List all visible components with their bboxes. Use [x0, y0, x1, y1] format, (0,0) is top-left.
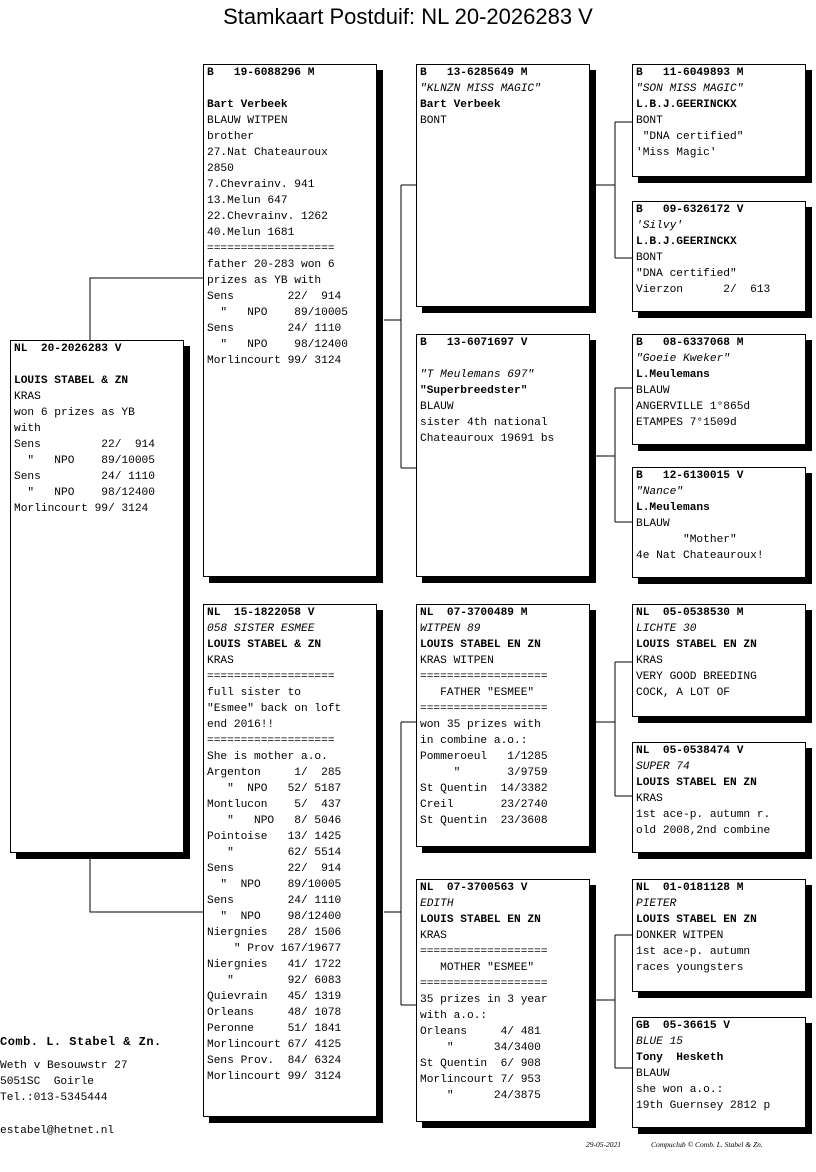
pigeon-card-ff-father — [632, 64, 806, 177]
pigeon-card-father-father — [416, 64, 590, 307]
ring-number: NL 15-1822058 V — [207, 607, 315, 619]
pedigree-text-line: PIETER — [636, 898, 677, 910]
pedigree-text-line: Niergnies 41/ 1722 — [207, 959, 342, 971]
pigeon-card-self — [10, 340, 184, 853]
pigeon-card-mm-father — [632, 879, 806, 992]
pedigree-text-line: "Goeie Kweker" — [636, 353, 730, 365]
pedigree-text-line: " NPO 98/12400 — [207, 911, 342, 923]
pedigree-text-line: "Mother" — [636, 534, 737, 546]
pedigree-text-line: 058 SISTER ESMEE — [207, 623, 315, 635]
pedigree-text-line: "T Meulemans 697" — [420, 369, 535, 381]
pedigree-text-line: L.B.J.GEERINCKX — [636, 99, 737, 111]
pedigree-text-line: BLUE 15 — [636, 1036, 683, 1048]
pedigree-text-line: "SON MISS MAGIC" — [636, 83, 744, 95]
pedigree-text-line: Morlincourt 99/ 3124 — [207, 1071, 342, 1083]
pedigree-text-line: =================== — [420, 946, 548, 958]
pedigree-text-line: Sens 24/ 1110 — [207, 895, 342, 907]
pedigree-text-line: BONT — [636, 252, 663, 264]
pedigree-text-line: "DNA certified" — [636, 131, 744, 143]
pedigree-text-line: BLAUW — [636, 385, 670, 397]
pedigree-text-line: LOUIS STABEL EN ZN — [420, 639, 541, 651]
pedigree-text-line: "KLNZN MISS MAGIC" — [420, 83, 541, 95]
ring-number: NL 07-3700489 M — [420, 607, 528, 619]
pedigree-text-line: Peronne 51/ 1841 — [207, 1023, 342, 1035]
pedigree-text-line: KRAS — [14, 391, 41, 403]
loft-address: Weth v Besouwstr 27 — [0, 1060, 128, 1072]
pedigree-text-line: "Nance" — [636, 486, 683, 498]
ring-number: B 08-6337068 M — [636, 337, 744, 349]
ring-number: B 11-6049893 M — [636, 67, 744, 79]
pedigree-text-line: Vierzon 2/ 613 — [636, 284, 771, 296]
pedigree-text-line: Argenton 1/ 285 — [207, 767, 342, 779]
pedigree-text-line: " 3/9759 — [420, 767, 548, 779]
pedigree-text-line: she won a.o.: — [636, 1084, 724, 1096]
ring-number: NL 05-0538474 V — [636, 745, 744, 757]
pedigree-text-line: Niergnies 28/ 1506 — [207, 927, 342, 939]
pedigree-text-line: EDITH — [420, 898, 454, 910]
loft-postal-code: 5051SC Goirle — [0, 1076, 94, 1088]
pedigree-text-line: DONKER WITPEN — [636, 930, 724, 942]
pedigree-text-line: 19th Guernsey 2812 p — [636, 1100, 771, 1112]
pedigree-text-line: 13.Melun 647 — [207, 195, 288, 207]
page-title: Stamkaart Postduif: NL 20-2026283 V — [223, 4, 593, 29]
pedigree-text-line: St Quentin 23/3608 — [420, 815, 548, 827]
pedigree-text-line: 1st ace-p. autumn r. — [636, 809, 771, 821]
pedigree-text-line: races youngsters — [636, 962, 744, 974]
pedigree-text-line: Bart Verbeek — [207, 99, 288, 111]
pedigree-text-line: 40.Melun 1681 — [207, 227, 295, 239]
pedigree-text-line: 22.Chevrainv. 1262 — [207, 211, 328, 223]
pedigree-text-line: Sens 22/ 914 — [14, 439, 155, 451]
pedigree-text-line: BLAUW WITPEN — [207, 115, 288, 127]
ring-number: NL 07-3700563 V — [420, 882, 528, 894]
pedigree-text-line: =================== — [420, 671, 548, 683]
pedigree-text-line: " NPO 8/ 5046 — [207, 815, 342, 827]
pedigree-text-line: Bart Verbeek — [420, 99, 501, 111]
pedigree-text-line: =================== — [420, 978, 548, 990]
pedigree-text-line: L.Meulemans — [636, 369, 710, 381]
pedigree-text-line: Pointoise 13/ 1425 — [207, 831, 342, 843]
pedigree-text-line: KRAS — [207, 655, 234, 667]
pedigree-text-line: prizes as YB with — [207, 275, 322, 287]
pedigree-text-line — [207, 81, 373, 97]
pedigree-text-line: COCK, A LOT OF — [636, 687, 730, 699]
pedigree-text-line: " 62/ 5514 — [207, 847, 342, 859]
ring-number: B 13-6071697 V — [420, 337, 528, 349]
pedigree-text-line: LOUIS STABEL & ZN — [14, 375, 129, 387]
pigeon-card-fm-mother — [632, 467, 806, 578]
pedigree-text-line: "Superbreedster" — [420, 385, 528, 397]
pedigree-text-line: ANGERVILLE 1°865d — [636, 401, 751, 413]
pedigree-text-line: " NPO 52/ 5187 — [207, 783, 342, 795]
pedigree-text-line: LOUIS STABEL EN ZN — [636, 777, 757, 789]
pedigree-text-line: LOUIS STABEL & ZN — [207, 639, 322, 651]
pedigree-text-line: " Prov 167/19677 — [207, 943, 342, 955]
pedigree-text-line: " NPO 98/12400 — [14, 487, 155, 499]
pedigree-text-line: Morlincourt 99/ 3124 — [207, 355, 342, 367]
pedigree-text-line: St Quentin 14/3382 — [420, 783, 548, 795]
pedigree-text-line: won 6 prizes as YB — [14, 407, 135, 419]
pedigree-text-line: ETAMPES 7°1509d — [636, 417, 737, 429]
pedigree-text-line: 4e Nat Chateauroux! — [636, 550, 764, 562]
pedigree-text-line — [14, 357, 180, 373]
pedigree-text-line: in combine a.o.: — [420, 735, 528, 747]
pedigree-text-line: MOTHER "ESMEE" — [420, 962, 535, 974]
pedigree-text-line: SUPER 74 — [636, 761, 690, 773]
pigeon-card-mf-mother — [632, 742, 806, 853]
pedigree-text-line: 7.Chevrainv. 941 — [207, 179, 315, 191]
pedigree-text-line: Quievrain 45/ 1319 — [207, 991, 342, 1003]
pedigree-text-line: =================== — [420, 703, 548, 715]
pedigree-text-line: Sens 24/ 1110 — [14, 471, 155, 483]
pedigree-text-line: Sens 24/ 1110 — [207, 323, 342, 335]
pedigree-text-line: end 2016!! — [207, 719, 275, 731]
pedigree-text-line: =================== — [207, 671, 335, 683]
pedigree-text-line: with — [14, 423, 41, 435]
pedigree-text-line: KRAS — [636, 793, 663, 805]
pedigree-text-line: BLAUW — [636, 1068, 670, 1080]
pedigree-text-line: " NPO 98/12400 — [207, 339, 348, 351]
pedigree-text-line: Pommeroeul 1/1285 — [420, 751, 548, 763]
pedigree-text-line: LOUIS STABEL EN ZN — [420, 914, 541, 926]
ring-number: B 12-6130015 V — [636, 470, 744, 482]
pigeon-card-mf-father — [632, 604, 806, 717]
pedigree-text-line: Sens 22/ 914 — [207, 863, 342, 875]
pedigree-text-line: " NPO 89/10005 — [14, 455, 155, 467]
pedigree-text-line: won 35 prizes with — [420, 719, 541, 731]
pedigree-text-line: KRAS — [636, 655, 663, 667]
pedigree-text-line — [420, 351, 586, 367]
pedigree-text-line: KRAS WITPEN — [420, 655, 494, 667]
pigeon-card-mother — [203, 604, 377, 1117]
pedigree-text-line: Sens 22/ 914 — [207, 291, 342, 303]
pedigree-text-line: father 20-283 won 6 — [207, 259, 335, 271]
pedigree-text-line: " NPO 89/10005 — [207, 307, 348, 319]
loft-email[interactable]: estabel@hetnet.nl — [0, 1125, 115, 1137]
pedigree-text-line: 1st ace-p. autumn — [636, 946, 751, 958]
ring-number: NL 01-0181128 M — [636, 882, 744, 894]
pedigree-text-line: " 24/3875 — [420, 1090, 541, 1102]
pedigree-text-line: 27.Nat Chateauroux — [207, 147, 328, 159]
pedigree-text-line: Chateauroux 19691 bs — [420, 433, 555, 445]
pigeon-card-mother-mother — [416, 879, 590, 1122]
pedigree-text-line: " 34/3400 — [420, 1042, 541, 1054]
pedigree-text-line: with a.o.: — [420, 1010, 488, 1022]
pedigree-text-line: LICHTE 30 — [636, 623, 697, 635]
pigeon-card-ff-mother — [632, 201, 806, 312]
pigeon-card-mm-mother — [632, 1017, 806, 1128]
pedigree-text-line: L.B.J.GEERINCKX — [636, 236, 737, 248]
pedigree-text-line: "DNA certified" — [636, 268, 737, 280]
pedigree-text-line: =================== — [207, 243, 335, 255]
pedigree-text-line: BONT — [636, 115, 663, 127]
ring-number: NL 20-2026283 V — [14, 343, 122, 355]
ring-number: B 19-6088296 M — [207, 67, 315, 79]
pedigree-text-line: sister 4th national — [420, 417, 548, 429]
pedigree-text-line: FATHER "ESMEE" — [420, 687, 535, 699]
pedigree-text-line: 'Silvy' — [636, 220, 683, 232]
pedigree-text-line: LOUIS STABEL EN ZN — [636, 914, 757, 926]
pedigree-text-line: St Quentin 6/ 908 — [420, 1058, 541, 1070]
pedigree-text-line: brother — [207, 131, 254, 143]
pigeon-card-mother-father — [416, 604, 590, 847]
pedigree-text-line: Morlincourt 67/ 4125 — [207, 1039, 342, 1051]
ring-number: NL 05-0538530 M — [636, 607, 744, 619]
pedigree-text-line: BLAUW — [636, 518, 670, 530]
ring-number: B 09-6326172 V — [636, 204, 744, 216]
ring-number: GB 05-36615 V — [636, 1020, 730, 1032]
pedigree-text-line: old 2008,2nd combine — [636, 825, 771, 837]
pedigree-text-line: WITPEN 89 — [420, 623, 481, 635]
pedigree-text-line: " NPO 89/10005 — [207, 879, 342, 891]
pedigree-text-line: Tony Hesketh — [636, 1052, 724, 1064]
ring-number: B 13-6285649 M — [420, 67, 528, 79]
pedigree-text-line: =================== — [207, 735, 335, 747]
pedigree-text-line: She is mother a.o. — [207, 751, 328, 763]
pedigree-text-line: full sister to — [207, 687, 301, 699]
pedigree-text-line: VERY GOOD BREEDING — [636, 671, 757, 683]
pedigree-text-line: " 92/ 6083 — [207, 975, 342, 987]
pedigree-text-line: BLAUW — [420, 401, 454, 413]
pigeon-card-father-mother — [416, 334, 590, 577]
loft-phone: Tel.:013-5345444 — [0, 1092, 108, 1104]
pedigree-text-line: "Esmee" back on loft — [207, 703, 342, 715]
pedigree-text-line: Orleans 4/ 481 — [420, 1026, 541, 1038]
pedigree-text-line: Morlincourt 99/ 3124 — [14, 503, 149, 515]
footer-credit: Compuclub © Comb. L. Stabel & Zn. — [651, 1140, 763, 1149]
pedigree-text-line: 35 prizes in 3 year — [420, 994, 548, 1006]
pedigree-text-line: L.Meulemans — [636, 502, 710, 514]
pigeon-card-father — [203, 64, 377, 577]
pedigree-text-line: LOUIS STABEL EN ZN — [636, 639, 757, 651]
pedigree-text-line: Orleans 48/ 1078 — [207, 1007, 342, 1019]
loft-name: Comb. L. Stabel & Zn. — [0, 1035, 162, 1049]
pedigree-text-line: Morlincourt 7/ 953 — [420, 1074, 541, 1086]
pedigree-text-line: Montlucon 5/ 437 — [207, 799, 342, 811]
pedigree-text-line: 'Miss Magic' — [636, 147, 717, 159]
pedigree-text-line: BONT — [420, 115, 447, 127]
pigeon-card-fm-father — [632, 334, 806, 445]
pedigree-text-line: KRAS — [420, 930, 447, 942]
pedigree-text-line: Sens Prov. 84/ 6324 — [207, 1055, 342, 1067]
pedigree-text-line: 2850 — [207, 163, 234, 175]
print-date: 29-05-2021 — [586, 1140, 621, 1149]
pedigree-text-line: Creil 23/2740 — [420, 799, 548, 811]
